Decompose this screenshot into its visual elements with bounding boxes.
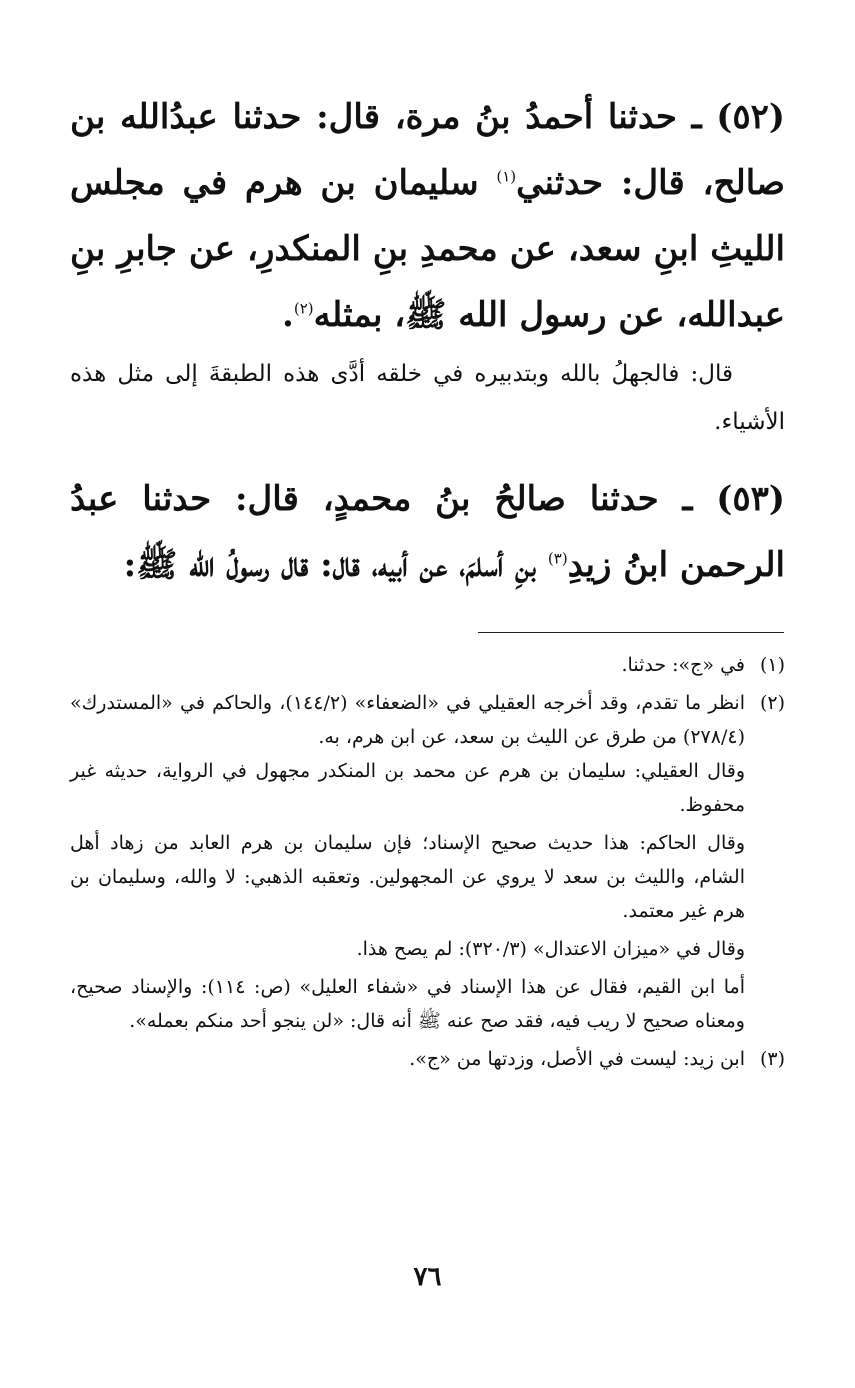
hadith-52-text-3: . xyxy=(281,295,294,335)
hadith-52 xyxy=(70,84,785,348)
hadith-53-text-1: ـ حدثنا صالحُ بنُ محمدٍ، قال: حدثنا عبدُ الرحمن ابنُ زيدِ xyxy=(70,479,785,585)
comment-text: قال: فالجهلُ بالله وبتدبيره في خلقه أدَّى هذه الطبقةَ إلى مثل هذه الأشياء. xyxy=(70,361,785,435)
footnote-3-number: (٣) xyxy=(759,1048,785,1070)
hadith-53-text-2: بنِ أسلمَ، عن أبيه، قال: قال رسولُ الله ﷺ: xyxy=(123,545,548,585)
hadith-52-text-1: ـ حدثنا أحمدُ بنُ مرة، قال: حدثنا عبدُالله بن صالح، قال: حدثني xyxy=(70,97,785,203)
hadith-52-number: (٥٢) xyxy=(716,97,785,137)
hadith-53-paragraph xyxy=(70,466,785,598)
hadith-52-text-2: سليمان بن هرم في مجلس الليثِ ابنِ سعد، عن محمدِ بنِ المنكدرِ، عن جابرِ بنِ عبدالله، عن رسول الله ﷺ، بمثله xyxy=(70,163,785,335)
author-comment xyxy=(70,350,785,446)
footnote-1-number: (١) xyxy=(759,654,785,676)
footnote-2-number: (٢) xyxy=(759,692,785,714)
footnote-3-text: ابن زيد: ليست في الأصل، وزدتها من «ج». xyxy=(409,1048,745,1070)
page-number: ٧٦ xyxy=(413,1262,442,1292)
footnote-ref-2: (٢) xyxy=(293,299,314,318)
footnote-divider xyxy=(478,632,784,633)
footnote-2-mizan: وقال في «ميزان الاعتدال» (٣٢٠/٣): لم يصح هذا. xyxy=(356,938,745,960)
footnote-2 xyxy=(70,686,785,1038)
footnote-2-ibn-qayyim: أما ابن القيم، فقال عن هذا الإسناد في «شفاء العليل» (ص: ١١٤): والإسناد صحيح، ومعناه صحيح لا ريب فيه، فقد صح عنه ﷺ أنه قال: «لن ينجو أحد منكم بعمله». xyxy=(70,976,745,1032)
footnote-2-hakim: وقال الحاكم: هذا حديث صحيح الإسناد؛ فإن سليمان بن هرم العابد من زهاد أهل الشام، والليث بن سعد لا يروي عن المجهولين. وتعقبه الذهبي: لا والله، وسليمان بن هرم غير معتمد. xyxy=(70,832,745,922)
footnote-1 xyxy=(70,648,785,682)
hadith-52-paragraph xyxy=(70,84,785,348)
footnotes xyxy=(70,648,785,1080)
hadith-53 xyxy=(70,466,785,598)
footnote-2-uqayli: وقال العقيلي: سليمان بن هرم عن محمد بن المنكدر مجهول في الرواية، حديثه غير محفوظ. xyxy=(70,760,745,816)
footnote-ref-3: (٣) xyxy=(547,549,568,568)
hadith-53-number: (٥٣) xyxy=(716,479,785,519)
footnote-ref-1: (١) xyxy=(496,167,517,186)
footnote-2-text: انظر ما تقدم، وقد أخرجه العقيلي في «الضعفاء» (١٤٤/٢)، والحاكم في «المستدرك» (٢٧٨/٤) من طرق عن الليث بن سعد، عن ابن هرم، به. xyxy=(70,692,745,748)
footnote-1-text: في «ج»: حدثنا. xyxy=(621,654,745,676)
footnote-3 xyxy=(70,1042,785,1076)
